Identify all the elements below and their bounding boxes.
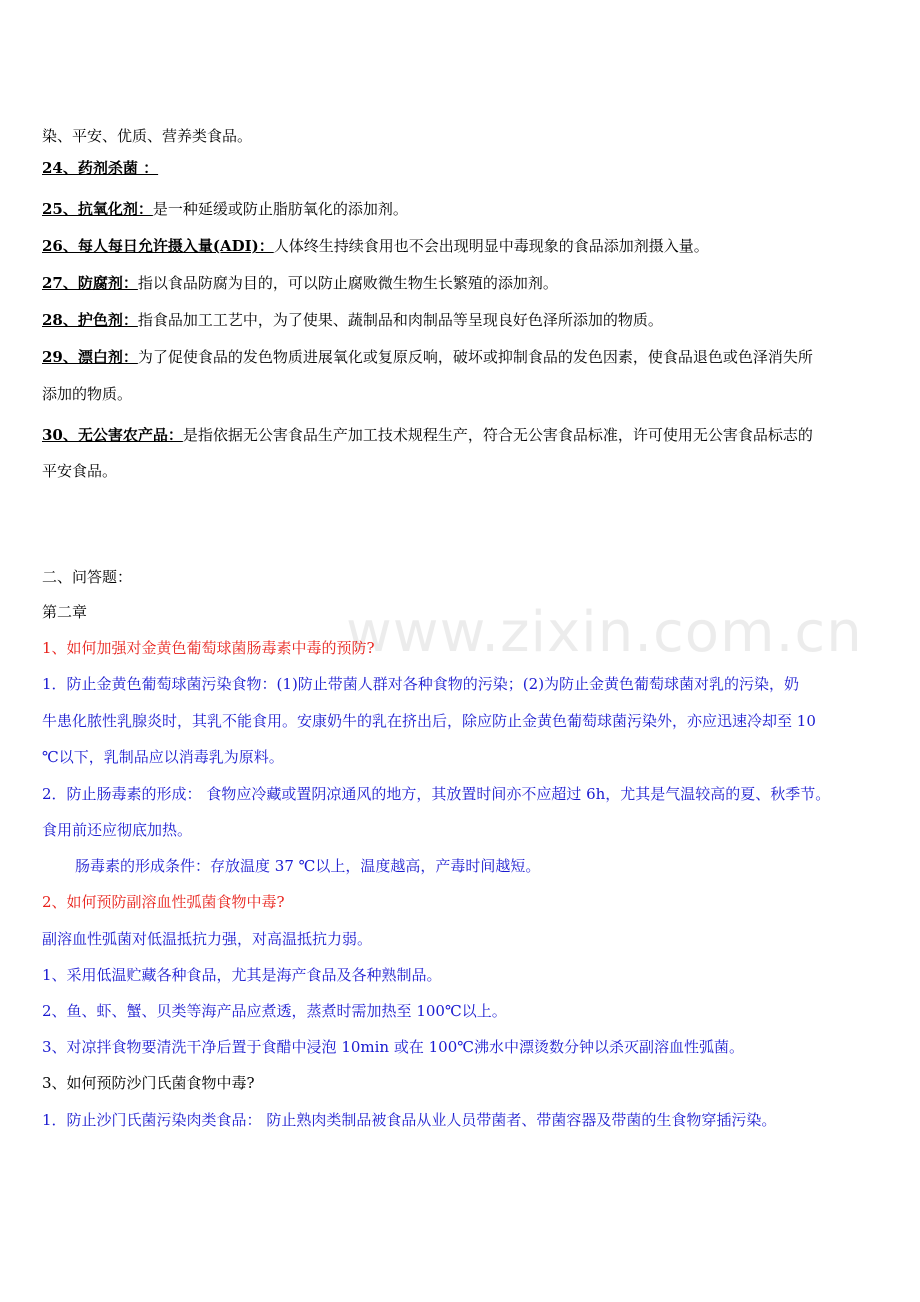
chapter-heading: 第二章 [42, 603, 88, 621]
question-1: 1、如何加强对金黄色葡萄球菌肠毒素中毒的预防? [42, 639, 375, 657]
answer-line: 3、对凉拌食物要清洗干净后置于食醋中浸泡 10min 或在 100℃沸水中漂烫数分钟以杀灭副溶血性弧菌。 [42, 1038, 745, 1056]
def-continuation: 染、平安、优质、营养类食品。 [42, 127, 253, 145]
answer-line: 1．防止沙门氏菌污染肉类食品： 防止熟肉类制品被食品从业人员带菌者、带菌容器及带菌的生食物穿插污染。 [42, 1111, 777, 1129]
term-label: 29、漂白剂： [42, 348, 138, 366]
term-label: 27、防腐剂： [42, 274, 138, 292]
def-30-cont: 平安食品。 [42, 462, 118, 480]
def-27: 27、防腐剂：指以食品防腐为目的，可以防止腐败微生物生长繁殖的添加剂。 [42, 274, 558, 292]
answer-note: 肠毒素的形成条件：存放温度 37 ℃以上，温度越高，产毒时间越短。 [75, 857, 541, 875]
answer-line: 1．防止金黄色葡萄球菌污染食物：(1)防止带菌人群对各种食物的污染；(2)为防止金黄色葡萄球菌对乳的污染，奶 [42, 675, 800, 693]
section-title: 二、问答题： [42, 568, 133, 586]
answer-line: 1、采用低温贮藏各种食品，尤其是海产食品及各种熟制品。 [42, 966, 442, 984]
def-25: 25、抗氧化剂：是一种延缓或防止脂肪氧化的添加剂。 [42, 200, 408, 218]
watermark: www.zixin.com.cn [346, 600, 863, 665]
answer-line: 副溶血性弧菌对低温抵抗力强，对高温抵抗力弱。 [42, 930, 373, 948]
question-3: 3、如何预防沙门氏菌食物中毒? [42, 1074, 255, 1092]
def-29-cont: 添加的物质。 [42, 385, 133, 403]
term-label: 28、护色剂： [42, 311, 138, 329]
def-24 [42, 158, 880, 178]
question-2: 2、如何预防副溶血性弧菌食物中毒? [42, 893, 285, 911]
def-26: 26、每人每日允许摄入量(ADI)：人体终生持续食用也不会出现明显中毒现象的食品添加剂摄入量。 [42, 237, 709, 255]
answer-line: ℃以下，乳制品应以消毒乳为原料。 [42, 748, 284, 766]
term-label: 26、每人每日允许摄入量(ADI)： [42, 237, 274, 255]
def-29: 29、漂白剂：为了促使食品的发色物质进展氧化或复原反响，破坏或抑制食品的发色因素，使食品退色或色泽消失所 [42, 348, 813, 366]
def-28: 28、护色剂：指食品加工工艺中，为了使果、蔬制品和肉制品等呈现良好色泽所添加的物质。 [42, 311, 663, 329]
answer-line: 2、鱼、虾、蟹、贝类等海产品应煮透，蒸煮时需加热至 100℃以上。 [42, 1002, 507, 1020]
term-label: 25、抗氧化剂： [42, 200, 153, 218]
answer-line: 食用前还应彻底加热。 [42, 821, 193, 839]
term-label: 30、无公害农产品： [42, 426, 183, 444]
answer-line: 2．防止肠毒素的形成： 食物应冷藏或置阴凉通风的地方，其放置时间亦不应超过 6h，尤其是气温较高的夏、秋季节。 [42, 785, 831, 803]
term-label: 24、药剂杀菌 ： [42, 159, 159, 177]
def-30: 30、无公害农产品：是指依据无公害食品生产加工技术规程生产，符合无公害食品标准，许可使用无公害食品标志的 [42, 426, 813, 444]
answer-line: 牛患化脓性乳腺炎时，其乳不能食用。安康奶牛的乳在挤出后，除应防止金黄色葡萄球菌污染外，亦应迅速冷却至 10 [42, 712, 816, 730]
